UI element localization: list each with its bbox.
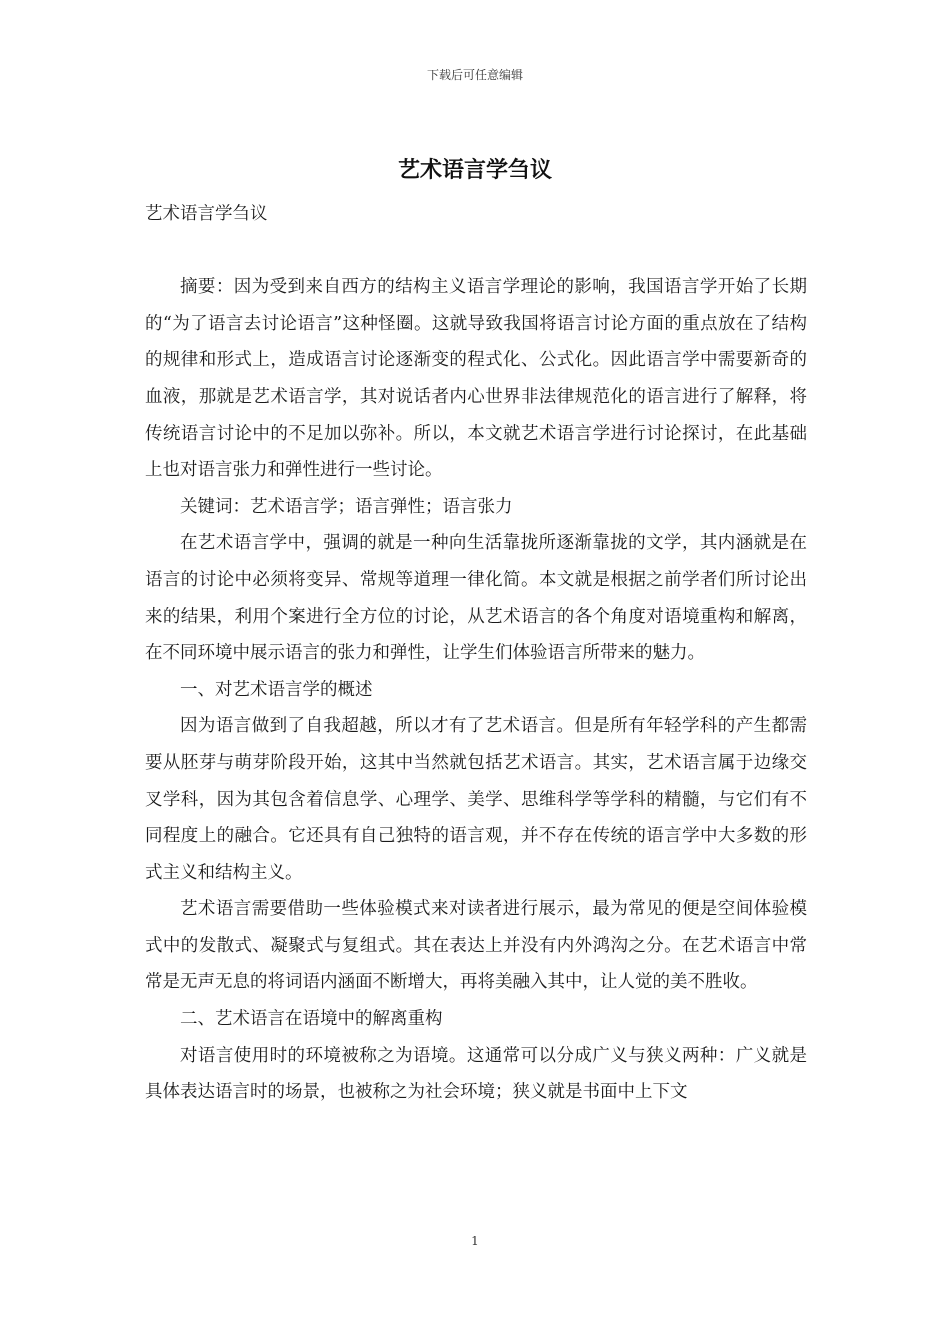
document-body — [145, 196, 807, 1111]
abstract-paragraph: 摘要：因为受到来自西方的结构主义语言学理论的影响，我国语言学开始了长期的“为了语言去讨论语言”这种怪圈。这就导致我国将语言讨论方面的重点放在了结构的规律和形式上，造成语言讨论逐渐变的程式化、公式化。因此语言学中需要新奇的血液，那就是艺术语言学，其对说话者内心世界非法律规范化的语言进行了解释，将传统语言讨论中的不足加以弥补。所以，本文就艺术语言学进行讨论探讨，在此基础上也对语言张力和弹性进行一些讨论。 — [145, 277, 807, 481]
blank-line — [145, 233, 807, 270]
subtitle-line: 艺术语言学刍议 — [145, 204, 268, 224]
section1-paragraph-2: 艺术语言需要借助一些体验模式来对读者进行展示，最为常见的便是空间体验模式中的发散式、凝聚式与复组式。其在表达上并没有内外鸿沟之分。在艺术语言中常常是无声无息的将词语内涵面不断增大，再将美融入其中，让人觉的美不胜收。 — [145, 899, 807, 993]
section-heading-1: 一、对艺术语言学的概述 — [180, 679, 373, 700]
keywords-line: 关键词：艺术语言学；语言弹性；语言张力 — [180, 496, 513, 517]
document-title: 艺术语言学刍议 — [397, 157, 552, 183]
intro-paragraph: 在艺术语言学中，强调的就是一种向生活靠拢所逐渐靠拢的文学，其内涵就是在语言的讨论中必须将变异、常规等道理一律化简。本文就是根据之前学者们所讨论出来的结果，利用个案进行全方位的讨论，从艺术语言的各个角度对语境重构和解离，在不同环境中展示语言的张力和弹性，让学生们体验语言所带来的魅力。 — [145, 533, 807, 664]
section1-paragraph-1: 因为语言做到了自我超越，所以才有了艺术语言。但是所有年轻学科的产生都需要从胚芽与萌芽阶段开始，这其中当然就包括艺术语言。其实，艺术语言属于边缘交叉学科，因为其包含着信息学、心理学、美学、思维科学等学科的精髓，与它们有不同程度上的融合。它还具有自己独特的语言观，并不存在传统的语言学中大多数的形式主义和结构主义。 — [145, 716, 807, 883]
page-number: 1 — [471, 1234, 479, 1248]
section2-paragraph-1: 对语言使用时的环境被称之为语境。这通常可以分成广义与狭义两种：广义就是具体表达语言时的场景，也被称之为社会环境；狭义就是书面中上下文 — [145, 1045, 807, 1103]
header-note: 下载后可任意编辑 — [426, 68, 523, 82]
section-heading-2: 二、艺术语言在语境中的解离重构 — [180, 1009, 443, 1030]
